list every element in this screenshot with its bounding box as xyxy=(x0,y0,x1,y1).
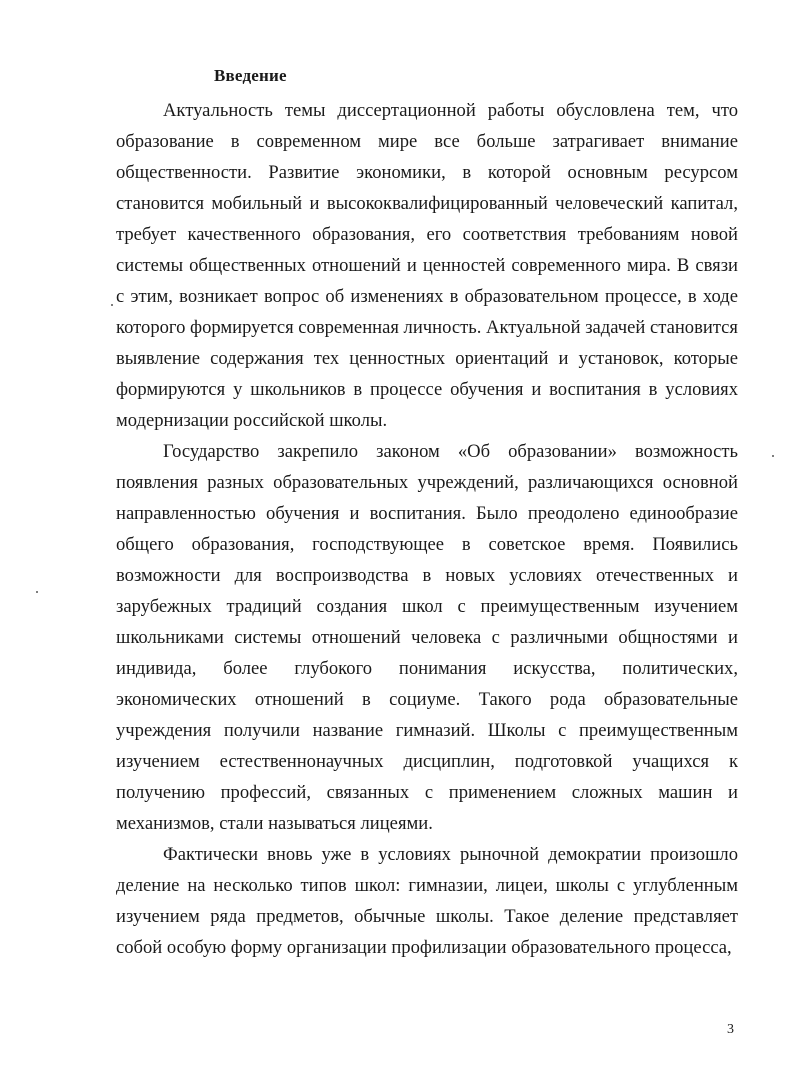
paragraph-3: Фактически вновь уже в условиях рыночной демократии произошло деление на несколько типов школ: гимназии, лицеи, школы с углубленным изучением ряда предметов, обычные школы. Такое деление представляет собой особую форму организации профилизации образовательного процесса, xyxy=(116,844,738,958)
body-text xyxy=(116,95,738,963)
page-number: 3 xyxy=(727,1022,734,1037)
section-heading: Введение xyxy=(214,66,287,85)
scan-speck xyxy=(772,455,774,457)
scan-speck xyxy=(36,591,38,593)
scan-speck xyxy=(111,304,113,306)
paragraph-1: Актуальность темы диссертационной работы обусловлена тем, что образование в современном мире все больше затрагивает внимание общественности. Развитие экономики, в которой основным ресурсом становится мобильный и высококвалифицированный человеческий капитал, требует качественного образования, его соответствия требованиям новой системы общественных отношений и ценностей современного мира. В связи с этим, возникает вопрос об изменениях в образовательном процессе, в ходе которого формируется современная личность. Актуальной задачей становится выявление содержания тех ценностных ориентаций и установок, которые формируются у школьников в процессе обучения и воспитания в условиях модернизации российской школы. xyxy=(116,100,738,431)
paragraph-2: Государство закрепило законом «Об образовании» возможность появления разных образовательных учреждений, различающихся основной направленностью обучения и воспитания. Было преодолено единообразие общего образования, господствующее в советское время. Появились возможности для воспроизводства в новых условиях отечественных и зарубежных традиций создания школ с преимущественным изучением школьниками системы отношений человека с различными общностями и индивида, более глубокого понимания искусства, политических, экономических отношений в социуме. Такого рода образовательные учреждения получили название гимназий. Школы с преимущественным изучением естественнонаучных дисциплин, подготовкой учащихся к получению профессий, связанных с применением сложных машин и механизмов, стали называться лицеями. xyxy=(116,441,738,834)
